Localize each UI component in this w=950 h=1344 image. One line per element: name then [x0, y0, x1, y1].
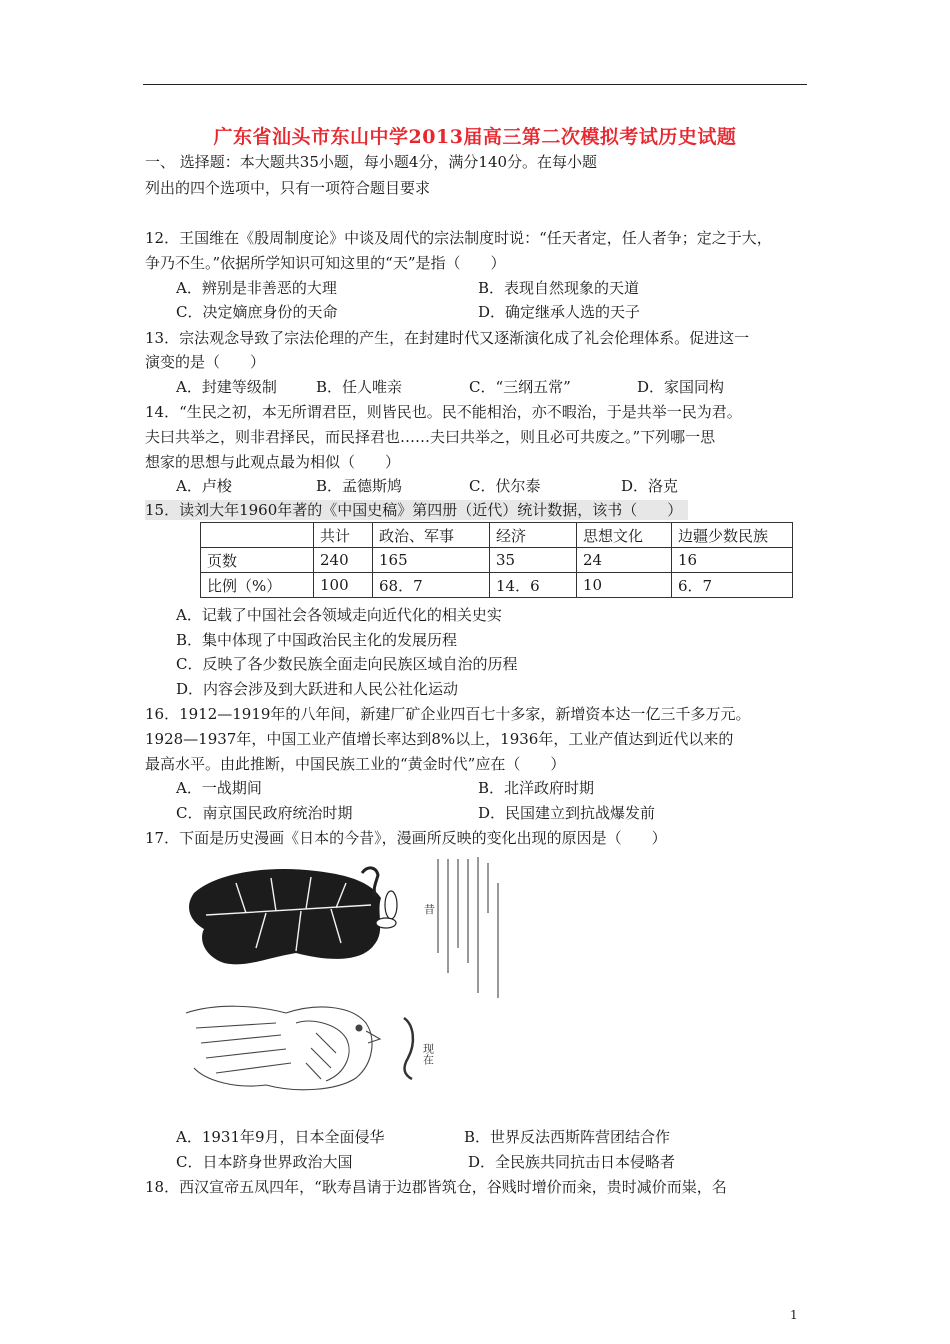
q12-line-2: 争乃不生。”依据所学知识可知这里的“天”是指（ ）	[145, 254, 506, 272]
q12-option-b: B．表现自然现象的天道	[478, 279, 640, 297]
table-cell: 页数	[201, 548, 314, 573]
q15-option-a: A．记载了中国社会各领域走向近代化的相关史实	[176, 606, 502, 624]
page-title: 广东省汕头市东山中学2013届高三第二次模拟考试历史试题	[213, 126, 737, 148]
table-header-row	[201, 523, 793, 548]
page-number: 1	[790, 1308, 798, 1322]
q16-line-3: 最高水平。由此推断，中国民族工业的“黄金时代”应在（ ）	[145, 755, 566, 773]
q14-option-b: B．孟德斯鸠	[316, 477, 403, 495]
header-rule	[143, 84, 807, 85]
q17-option-b: B．世界反法西斯阵营团结合作	[464, 1128, 671, 1146]
silkworm-illustration	[404, 1018, 413, 1079]
eagle-illustration	[186, 1006, 380, 1090]
table-cell: 思想文化	[577, 523, 672, 548]
q14-option-d: D．洛克	[621, 477, 679, 495]
q16-option-d: D．民国建立到抗战爆发前	[478, 804, 656, 822]
table-cell: 240	[314, 548, 373, 573]
q17-option-a: A．1931年9月，日本全面侵华	[176, 1128, 385, 1146]
table-cell: 边疆少数民族	[672, 523, 793, 548]
q13-option-b: B．任人唯亲	[316, 378, 403, 396]
q15-option-c: C．反映了各少数民族全面走向民族区域自治的历程	[176, 655, 518, 673]
q15-option-d: D．内容会涉及到大跃进和人民公社化运动	[176, 680, 459, 698]
q15-option-b: B．集中体现了中国政治民主化的发展历程	[176, 631, 458, 649]
q14-line-1: 14．“生民之初，本无所谓君臣，则皆民也。民不能相治，亦不暇治，于是共举一民为君。	[145, 403, 742, 421]
q14-option-a: A．卢梭	[176, 477, 232, 495]
table-cell: 经济	[490, 523, 577, 548]
table-cell: 35	[490, 548, 577, 573]
table-cell: 共计	[314, 523, 373, 548]
q18-line: 18．西汉宣帝五凤四年，“耿寿昌请于边郡皆筑仓，谷贱时增价而籴，贵时减价而粜，名	[145, 1178, 727, 1196]
instructions-line-1: 一、 选择题：本大题共35小题，每小题4分，满分140分。在每小题	[145, 153, 598, 171]
table-row	[201, 573, 793, 598]
table-cell: 政治、军事	[373, 523, 490, 548]
stats-table	[200, 522, 793, 598]
q17-option-d: D．全民族共同抗击日本侵略者	[468, 1153, 676, 1171]
q14-line-2: 夫曰共举之，则非君择民，而民择君也……夫曰共举之，则且必可共废之。”下列哪一思	[145, 428, 716, 446]
cartoon-label-now: 现在	[421, 1043, 435, 1065]
q13-option-c: C．“三纲五常”	[469, 378, 571, 396]
q16-option-c: C．南京国民政府统治时期	[176, 804, 353, 822]
q14-line-3: 想家的思想与此观点最为相似（ ）	[145, 453, 401, 471]
cartoon-label-past: 昔	[424, 903, 435, 916]
q13-option-a: A．封建等级制	[176, 378, 277, 396]
table-cell: 100	[314, 573, 373, 598]
q13-option-d: D．家国同构	[637, 378, 725, 396]
q13-line-2: 演变的是（ ）	[145, 353, 266, 371]
table-cell: 16	[672, 548, 793, 573]
q16-option-a: A．一战期间	[176, 779, 262, 797]
q16-line-2: 1928—1937年，中国工业产值增长率达到8%以上，1936年，工业产值达到近代以来的	[145, 730, 734, 748]
q12-option-d: D．确定继承人选的天子	[478, 303, 641, 321]
table-cell: 比例（%）	[201, 573, 314, 598]
table-cell: 14．6	[490, 573, 577, 598]
cartoon-inscription	[438, 857, 498, 998]
q13-line-1: 13．宗法观念导致了宗法伦理的产生，在封建时代又逐渐演化成了礼会伦理体系。促进这一	[145, 329, 750, 347]
q17-option-c: C．日本跻身世界政治大国	[176, 1153, 353, 1171]
cartoon-image	[176, 853, 508, 1110]
leaf-illustration	[189, 869, 381, 964]
table-row	[201, 548, 793, 573]
table-cell: 10	[577, 573, 672, 598]
q14-option-c: C．伏尔泰	[469, 477, 541, 495]
q17-line: 17．下面是历史漫画《日本的今昔》，漫画所反映的变化出现的原因是（ ）	[145, 829, 667, 847]
q12-line-1: 12．王国维在《殷周制度论》中谈及周代的宗法制度时说：“任天者定，任人者争；定之于大，	[145, 229, 772, 247]
q16-line-1: 16．1912—1919年的八年间，新建厂矿企业四百七十多家，新增资本达一亿三千多万元。	[145, 705, 751, 723]
q16-option-b: B．北洋政府时期	[478, 779, 595, 797]
q12-option-c: C．决定嫡庶身份的天命	[176, 303, 338, 321]
table-cell: 6．7	[672, 573, 793, 598]
table-cell: 68．7	[373, 573, 490, 598]
instructions-line-2: 列出的四个选项中，只有一项符合题目要求	[145, 179, 431, 197]
q12-option-a: A．辨别是非善恶的大理	[176, 279, 337, 297]
table-cell: 24	[577, 548, 672, 573]
table-cell	[201, 523, 314, 548]
table-cell: 165	[373, 548, 490, 573]
q15-line: 15．读刘大年1960年著的《中国史稿》第四册（近代）统计数据，该书（ ）	[145, 500, 688, 520]
